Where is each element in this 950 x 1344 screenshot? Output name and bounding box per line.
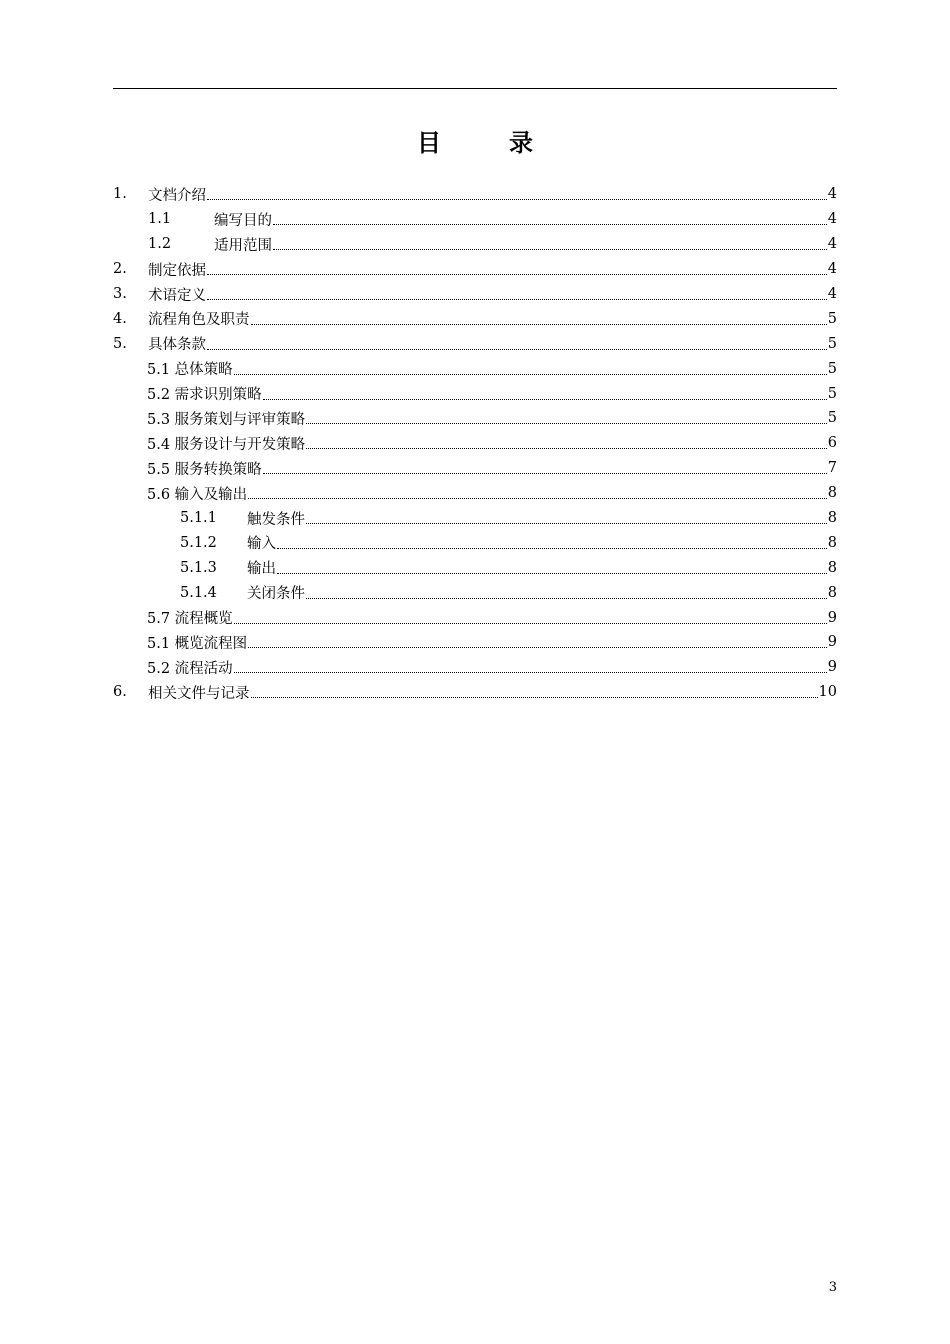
toc-entry-page: 4 xyxy=(827,186,837,203)
toc-entry-number: 5.1.3 xyxy=(180,559,217,576)
toc-entry-page: 8 xyxy=(827,534,837,551)
toc-entry-page: 4 xyxy=(827,211,837,228)
toc-leader-dots xyxy=(234,621,827,624)
toc-entry[interactable] xyxy=(113,605,837,630)
toc-title: 目 录 xyxy=(417,129,555,157)
toc-entry[interactable] xyxy=(113,655,837,680)
toc-entry[interactable] xyxy=(113,182,837,207)
toc-entry-page: 8 xyxy=(827,510,837,527)
toc-entry[interactable] xyxy=(113,680,837,705)
toc-entry-title: 相关文件与记录 xyxy=(148,685,250,702)
toc-entry-number: 4. xyxy=(113,310,127,327)
toc-entry[interactable] xyxy=(113,481,837,506)
table-of-contents xyxy=(113,182,837,705)
toc-entry[interactable] xyxy=(113,306,837,331)
toc-leader-dots xyxy=(277,571,827,574)
toc-entry[interactable] xyxy=(113,530,837,555)
toc-entry-title: 5.2 流程活动 xyxy=(147,660,233,677)
toc-leader-dots xyxy=(207,347,827,350)
toc-leader-dots xyxy=(207,272,827,275)
toc-entry-number: 3. xyxy=(113,286,127,302)
toc-entry-page: 10 xyxy=(818,684,837,701)
toc-entry-page: 8 xyxy=(827,584,837,601)
toc-entry-page: 8 xyxy=(827,485,837,502)
toc-entry-number: 1.2 xyxy=(148,236,172,253)
toc-leader-dots xyxy=(234,372,827,375)
toc-entry-number: 1.1 xyxy=(148,211,172,228)
toc-entry[interactable] xyxy=(113,431,837,456)
toc-entry-title: 适用范围 xyxy=(214,237,272,254)
toc-entry-title: 文档介绍 xyxy=(148,187,206,204)
toc-entry-page: 5 xyxy=(827,410,837,427)
toc-entry-number: 2. xyxy=(113,261,127,278)
toc-entry-number: 5.1.1 xyxy=(180,510,217,527)
toc-entry-page: 5 xyxy=(827,310,837,327)
toc-entry-page: 7 xyxy=(827,460,837,477)
toc-entry[interactable] xyxy=(113,356,837,381)
toc-entry-title: 制定依据 xyxy=(148,262,206,279)
toc-entry[interactable] xyxy=(113,406,837,431)
toc-entry-title: 5.1 概览流程图 xyxy=(147,635,248,652)
page-number: 3 xyxy=(828,1280,837,1295)
toc-entry-number: 5.1.4 xyxy=(180,584,217,601)
toc-entry-title: 编写目的 xyxy=(214,212,272,229)
toc-leader-dots xyxy=(273,247,827,250)
toc-entry[interactable] xyxy=(113,456,837,481)
toc-entry-number: 5.1.2 xyxy=(180,534,217,551)
toc-leader-dots xyxy=(306,421,827,424)
toc-entry[interactable] xyxy=(113,630,837,655)
toc-entry-title: 5.2 需求识别策略 xyxy=(147,387,262,404)
toc-leader-dots xyxy=(234,670,827,673)
toc-entry-title: 5.1 总体策略 xyxy=(147,362,233,379)
toc-leader-dots xyxy=(306,446,827,449)
toc-leader-dots xyxy=(306,596,827,599)
toc-entry-title: 流程角色及职责 xyxy=(148,312,250,329)
toc-leader-dots xyxy=(251,322,827,325)
toc-leader-dots xyxy=(263,471,827,474)
toc-entry-title: 5.4 服务设计与开发策略 xyxy=(147,436,306,453)
toc-entry[interactable] xyxy=(113,506,837,531)
toc-entry-page: 6 xyxy=(827,435,837,452)
toc-entry[interactable] xyxy=(113,282,837,307)
toc-entry-page: 4 xyxy=(827,261,837,278)
toc-entry[interactable] xyxy=(113,207,837,232)
toc-entry-page: 8 xyxy=(827,559,837,576)
toc-entry-number: 5. xyxy=(113,335,127,352)
toc-entry-page: 4 xyxy=(827,236,837,253)
toc-entry-page: 4 xyxy=(827,286,837,302)
toc-entry-title: 5.3 服务策划与评审策略 xyxy=(147,411,306,428)
toc-entry-title: 5.6 输入及输出 xyxy=(147,486,248,503)
toc-entry-page: 9 xyxy=(827,634,837,651)
toc-entry-title: 术语定义 xyxy=(148,287,206,304)
toc-entry-title: 触发条件 xyxy=(247,511,305,528)
toc-leader-dots xyxy=(263,397,827,400)
toc-leader-dots xyxy=(306,521,827,524)
toc-entry-page: 9 xyxy=(827,609,837,626)
toc-leader-dots xyxy=(207,297,827,300)
header-rule xyxy=(113,88,837,89)
toc-entry-title: 关闭条件 xyxy=(247,586,305,603)
toc-entry-title: 输出 xyxy=(247,561,276,578)
toc-entry-page: 5 xyxy=(827,360,837,377)
toc-entry[interactable] xyxy=(113,232,837,257)
toc-entry-title: 具体条款 xyxy=(148,337,206,354)
toc-leader-dots xyxy=(273,222,827,225)
toc-entry-number: 6. xyxy=(113,684,127,701)
toc-entry-title: 输入 xyxy=(247,536,276,553)
toc-entry[interactable] xyxy=(113,331,837,356)
toc-entry[interactable] xyxy=(113,580,837,605)
toc-entry[interactable] xyxy=(113,257,837,282)
toc-entry-page: 5 xyxy=(827,385,837,402)
toc-leader-dots xyxy=(248,645,827,648)
toc-leader-dots xyxy=(251,695,818,698)
toc-entry-page: 5 xyxy=(827,335,837,352)
toc-leader-dots xyxy=(248,496,827,499)
toc-entry[interactable] xyxy=(113,381,837,406)
toc-entry[interactable] xyxy=(113,555,837,580)
toc-leader-dots xyxy=(207,197,827,200)
toc-entry-title: 5.5 服务转换策略 xyxy=(147,461,262,478)
toc-entry-number: 1. xyxy=(113,186,127,203)
toc-entry-title: 5.7 流程概览 xyxy=(147,611,233,628)
toc-entry-page: 9 xyxy=(827,659,837,676)
toc-leader-dots xyxy=(277,546,827,549)
